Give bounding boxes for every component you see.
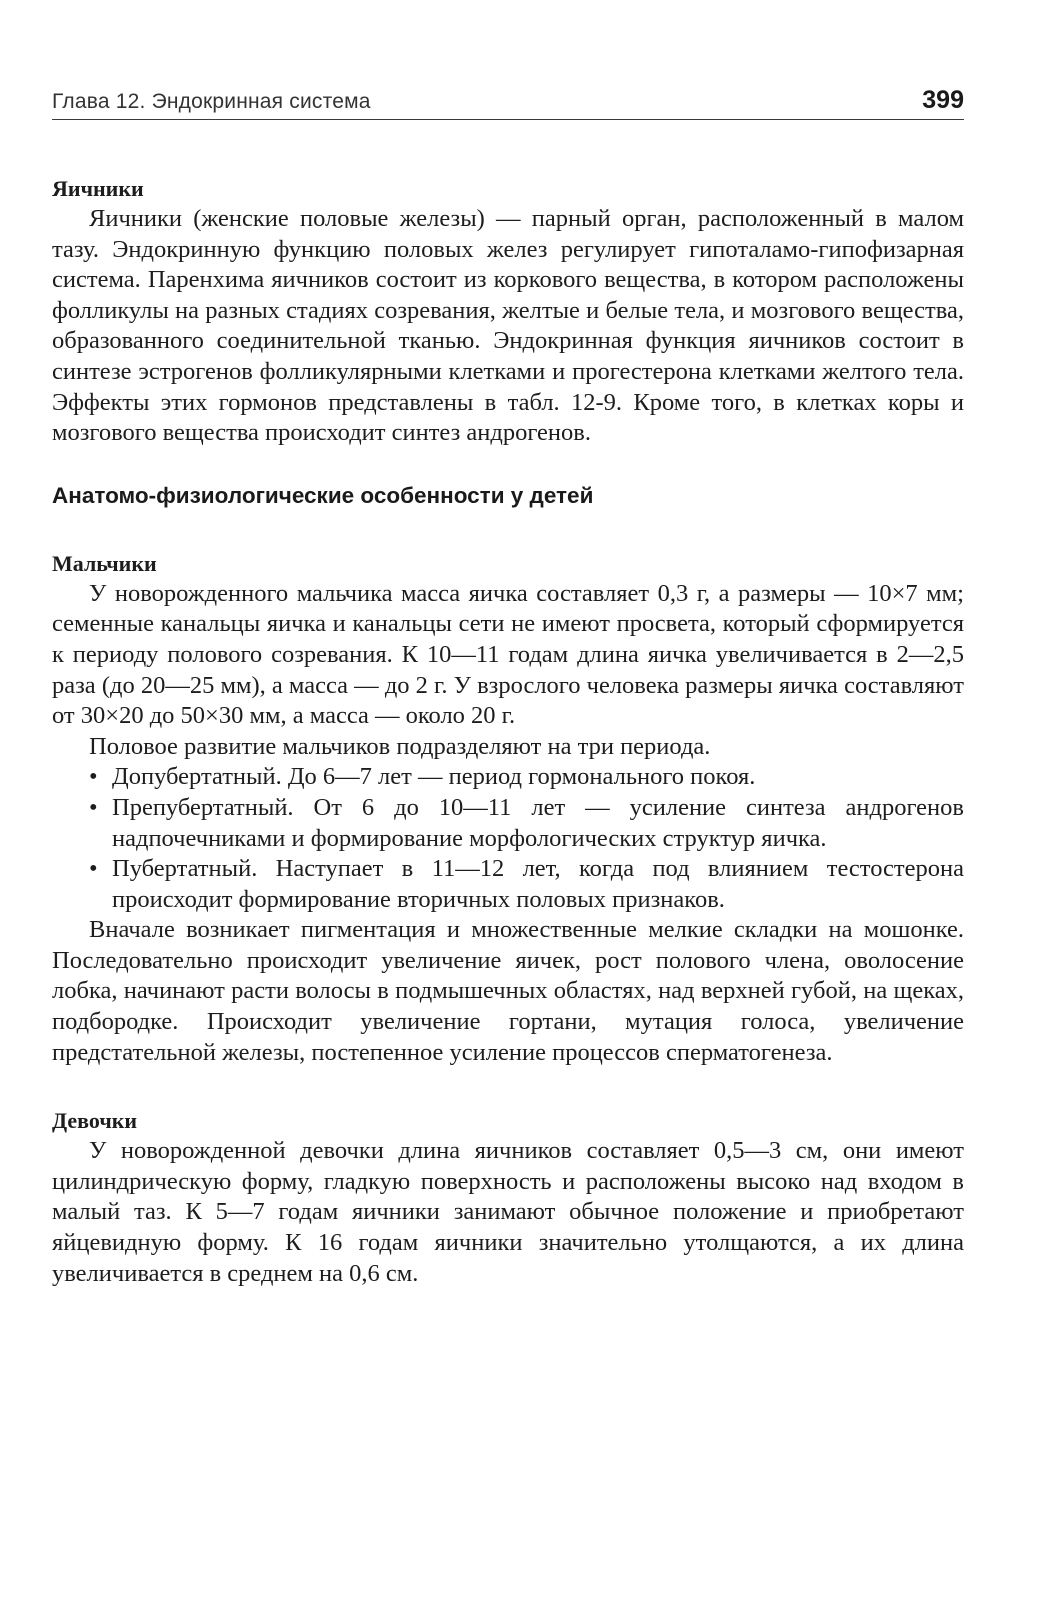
development-periods-list bbox=[52, 762, 964, 915]
boys-paragraph-3: Вначале возникает пигментация и множественные мелкие складки на мошонке. Последовательно происходит увеличение яичек, рост полового члена, оволосение лобка, начинают расти волосы в подмышечных областях, над верхней губой, на щеках, подбородке. Происходит увеличение гортани, мутация голоса, увеличение предстательной железы, постепенное усиление процессов сперматогенеза. bbox=[52, 916, 964, 1066]
boys-paragraph-2: Половое развитие мальчиков подразделяют на три периода. bbox=[89, 732, 711, 760]
boys-section bbox=[52, 549, 964, 1069]
period-text: Допубертатный. До 6—7 лет — период гормонального покоя. bbox=[112, 763, 756, 791]
ovaries-section bbox=[52, 174, 964, 449]
boys-paragraph-1: У новорожденного мальчика масса яичка составляет 0,3 г, а размеры — 10×7 мм; семенные канальцы яичка и канальцы сети не имеют просвета, который сформируется к периоду полового созревания. К 10—11 годам длина яичка увеличивается в 2—2,5 раза (до 20—25 мм), а масса — до 2 г. У взрослого человека размеры яичка составляют от 30×20 до 50×30 мм, а масса — около 20 г. bbox=[52, 579, 964, 730]
list-item bbox=[52, 793, 964, 854]
chapter-title: Глава 12. Эндокринная система bbox=[52, 90, 371, 113]
girls-heading: Девочки bbox=[52, 1108, 138, 1134]
girls-section bbox=[52, 1106, 964, 1289]
bullet-marker: • bbox=[89, 855, 98, 883]
bullet-marker: • bbox=[89, 763, 98, 791]
list-item bbox=[52, 762, 964, 793]
boys-heading: Мальчики bbox=[52, 550, 157, 576]
period-text: Препубертатный. От 6 до 10—11 лет — усиление синтеза андрогенов надпочечниками и формирование морфологических структур яичка. bbox=[112, 793, 964, 852]
girls-paragraph: У новорожденной девочки длина яичников составляет 0,5—3 см, они имеют цилиндрическую форму, гладкую поверхность и расположены высоко над входом в малый таз. К 5—7 годам яичники занимают обычное положение и приобретают яйцевидную форму. К 16 годам яичники значительно утолщаются, а их длина увеличивается в среднем на 0,6 см. bbox=[52, 1137, 964, 1287]
running-header bbox=[52, 86, 964, 120]
list-item bbox=[52, 854, 964, 915]
period-text: Пубертатный. Наступает в 11—12 лет, когда под влиянием тестостерона происходит формирование вторичных половых признаков. bbox=[112, 855, 964, 913]
page-number: 399 bbox=[922, 86, 964, 114]
document-page bbox=[52, 86, 964, 1289]
ovaries-paragraph: Яичники (женские половые железы) — парный орган, расположенный в малом тазу. Эндокринную функцию половых желез регулирует гипоталамо-гипофизарная система. Паренхима яичников состоит из коркового вещества, в котором расположены фолликулы на разных стадиях созревания, желтые и белые тела, и мозгового вещества, образованного соединительной тканью. Эндокринная функция яичников состоит в синтезе эстрогенов фолликулярными клетками и прогестерона клетками желтого тела. Эффекты этих гормонов представлены в табл. 12-9. Кроме того, в клетках коры и мозгового вещества происходит синтез андрогенов. bbox=[52, 205, 964, 447]
ovaries-heading: Яичники bbox=[52, 176, 144, 201]
bullet-marker: • bbox=[89, 793, 98, 821]
section-title: Анатомо-физиологические особенности у детей bbox=[52, 482, 594, 508]
